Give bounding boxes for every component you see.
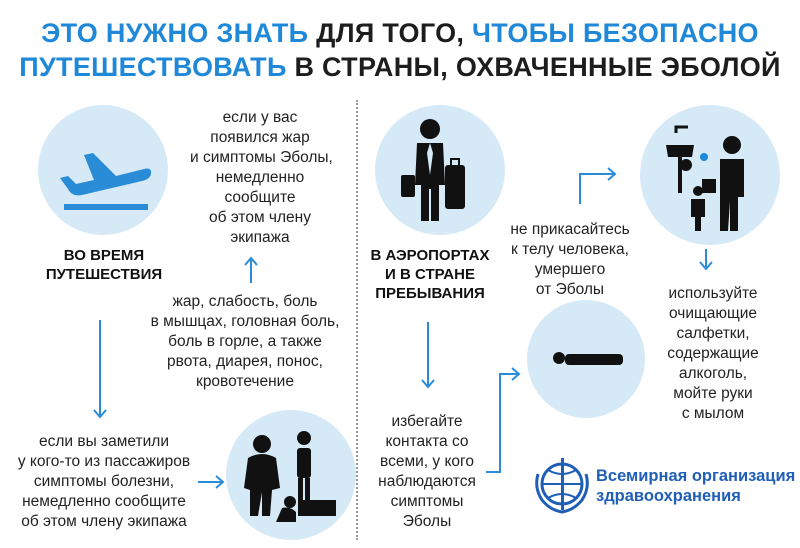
page-title-line-2: ПУТЕШЕСТВОВАТЬ В СТРАНЫ, ОХВАЧЕННЫЕ ЭБОЛОЙ (19, 52, 781, 82)
arrow-up-right-icon (484, 366, 524, 476)
arrow-down-icon (418, 320, 438, 392)
handwashing-icon (640, 105, 780, 245)
no-touch-text: не прикасайтесь к телу человека, умершего от Эболы (510, 221, 630, 298)
passengers-advice-text: если вы заметили у кого-то из пассажиров симптомы болезни, немедленно сообщите об этом члену экипажа (17, 433, 191, 530)
arrow-up-right-icon (576, 166, 621, 206)
avoid-contact-text: избегайте контакта со всеми, у кого наблюдаются симптомы Эболы (378, 413, 476, 530)
hygiene-text: используйте очищающие салфетки, содержащие алкоголь, мойте руки с мылом (667, 285, 759, 422)
deceased-person-icon (527, 300, 645, 418)
page-title-line-1: ЭТО НУЖНО ЗНАТЬ ДЛЯ ТОГО, ЧТОБЫ БЕЗОПАСНО (41, 18, 759, 48)
who-name: Всемирная организация здравоохранения (596, 467, 796, 505)
plane-icon (38, 105, 168, 235)
arrow-right-icon (196, 474, 226, 490)
traveler-icon (375, 105, 505, 235)
section-heading-airports: В АЭРОПОРТАХ И В СТРАНЕ ПРЕБЫВАНИЯ (370, 247, 490, 302)
section-heading-travel: ВО ВРЕМЯ ПУТЕШЕСТВИЯ (45, 247, 163, 283)
fever-advice-text: если у вас появился жар и симптомы Эболы, немедленно сообщите об этом члену экипажа (190, 109, 333, 246)
symptoms-text: жар, слабость, боль в мышцах, головная боль, боль в горле, а также рвота, диарея, понос, кровотечение (150, 293, 340, 390)
arrow-down-icon (90, 318, 110, 423)
sick-passengers-icon (226, 410, 356, 540)
arrow-down-icon (696, 247, 716, 273)
who-emblem-icon (532, 454, 592, 516)
arrow-up-icon (241, 255, 261, 285)
